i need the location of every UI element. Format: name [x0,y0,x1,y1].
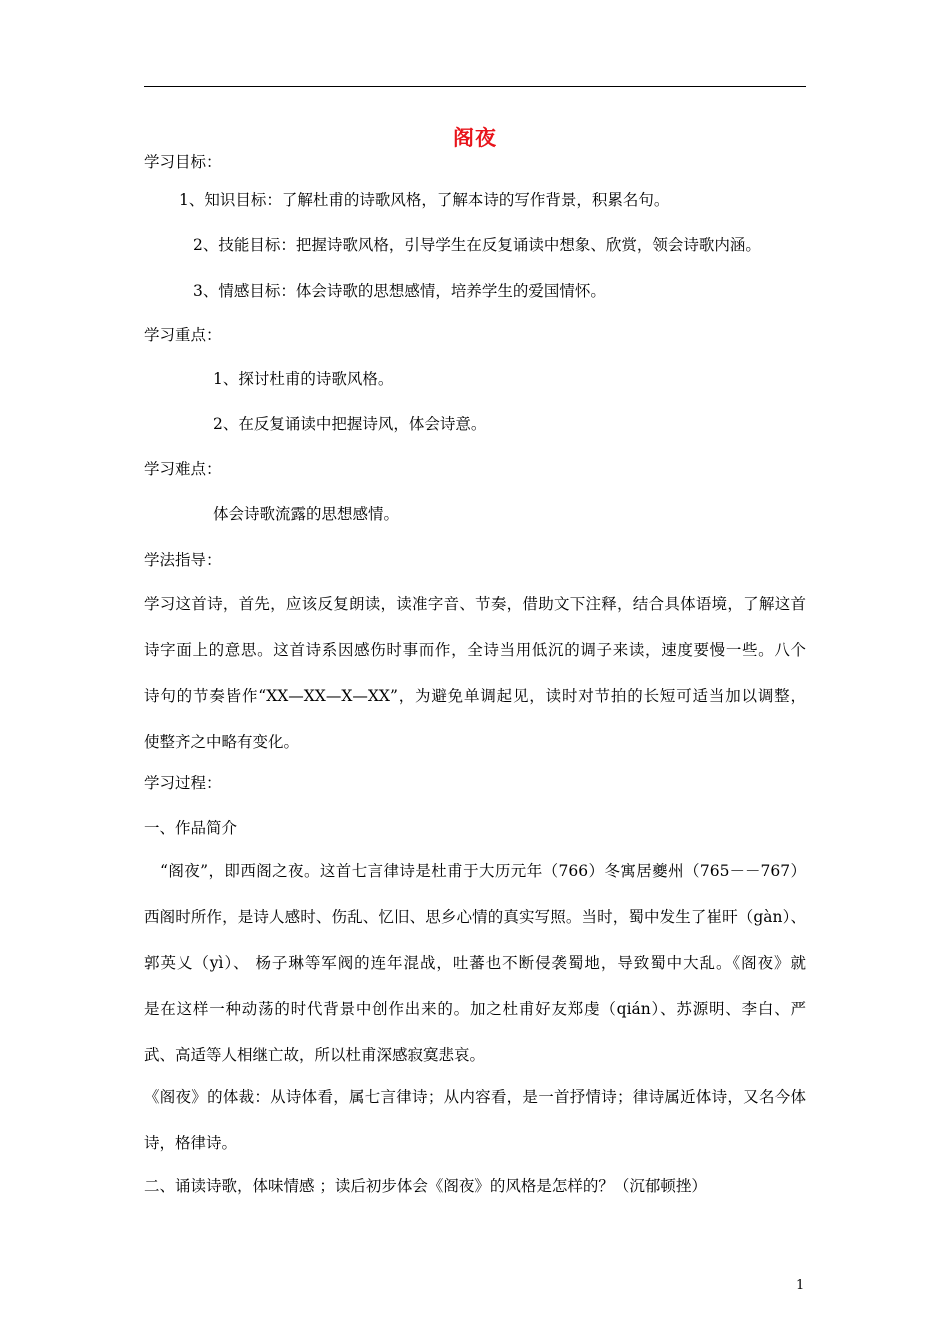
intro-line: “阁夜”，即西阁之夜。这首七言律诗是杜甫于大历元年（766）冬寓居夔州（765－－767） [160,862,806,880]
key-points-heading: 学习重点： [144,326,222,344]
key-point-1: 1、探讨杜甫的诗歌风格。 [213,370,394,388]
genre-line: 《阁夜》的体裁：从诗体看，属七言律诗；从内容看，是一首抒情诗；律诗属近体诗，又名今体 [144,1088,806,1106]
goals-heading: 学习目标： [144,153,222,171]
page-number: 1 [796,1278,805,1293]
goal-2: 2、技能目标：把握诗歌风格，引导学生在反复诵读中想象、欣赏，领会诗歌内涵。 [193,236,761,254]
difficulty-heading: 学习难点： [144,460,222,478]
difficulty-1: 体会诗歌流露的思想感情。 [213,505,400,523]
method-line: 使整齐之中略有变化。 [144,733,300,751]
method-heading: 学法指导： [144,551,222,569]
genre-line: 诗，格律诗。 [144,1134,238,1152]
method-line: 诗字面上的意思。这首诗系因感伤时事而作，全诗当用低沉的调子来读，速度要慢一些。八个 [144,641,806,659]
process-heading: 学习过程： [144,774,222,792]
intro-line: 郭英乂（yì）、 杨子琳等军阀的连年混战，吐蕃也不断侵袭蜀地，导致蜀中大乱。《阁夜》就 [144,954,806,972]
method-paragraph [144,581,806,765]
intro-line: 是在这样一种动荡的时代背景中创作出来的。加之杜甫好友郑虔（qián）、苏源明、李白、严 [144,1000,806,1018]
section-1-heading: 一、作品简介 [144,819,238,837]
intro-paragraph [144,894,806,1078]
intro-line: 武、高适等人相继亡故，所以杜甫深感寂寞悲哀。 [144,1046,486,1064]
genre-paragraph [144,1074,806,1166]
goal-3: 3、情感目标：体会诗歌的思想感情，培养学生的爱国情怀。 [193,282,606,300]
section-2-heading: 二、诵读诗歌，体味情感 ；读后初步体会《阁夜》的风格是怎样的？（沉郁顿挫） [144,1177,707,1195]
intro-line: 西阁时所作，是诗人感时、伤乱、忆旧、思乡心情的真实写照。当时，蜀中发生了崔旰（gàn）、 [144,908,806,926]
method-line: 学习这首诗，首先，应该反复朗读，读准字音、节奏，借助文下注释，结合具体语境，了解这首 [144,595,806,613]
document-title: 阁夜 [453,125,497,150]
method-line: 诗句的节奏皆作“XX—XX—X—XX”，为避免单调起见，读时对节拍的长短可适当加以调整， [144,687,806,705]
intro-paragraph-first [160,848,806,894]
goal-1: 1、知识目标：了解杜甫的诗歌风格，了解本诗的写作背景，积累名句。 [179,191,670,209]
header-rule [144,86,806,87]
key-point-2: 2、在反复诵读中把握诗风，体会诗意。 [213,415,487,433]
